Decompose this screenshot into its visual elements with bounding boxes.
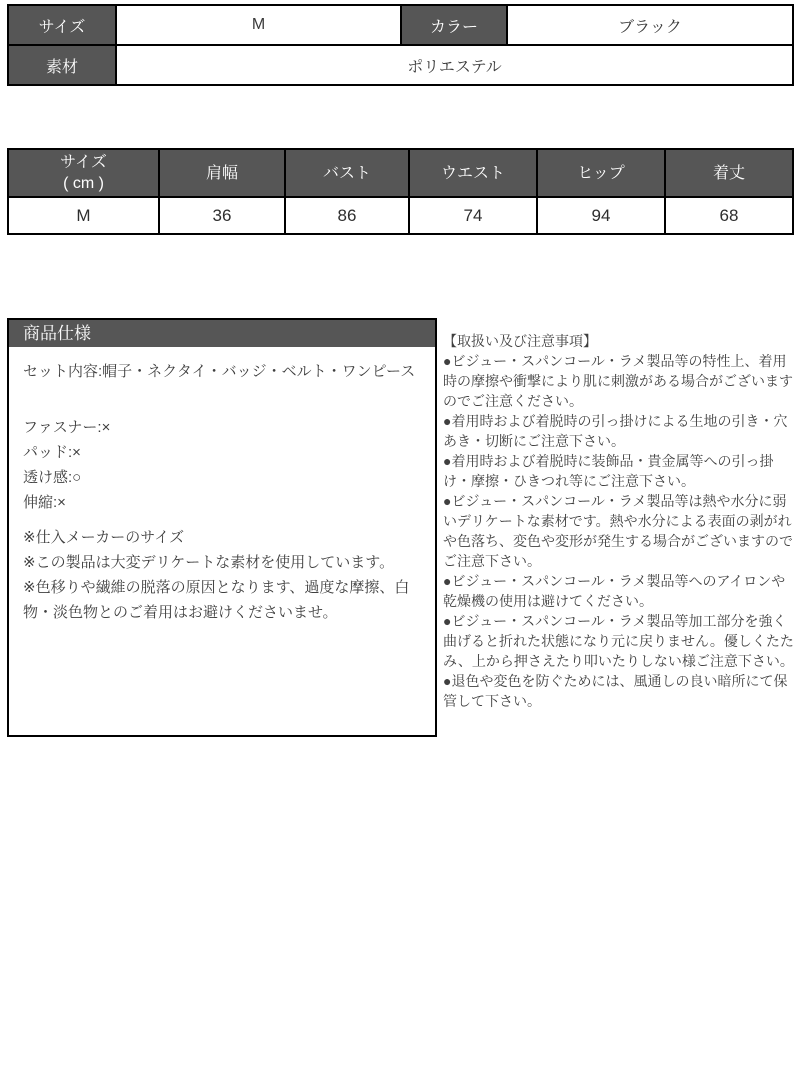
pad-line: パッド:× — [23, 444, 81, 461]
hip-value: 94 — [537, 197, 665, 234]
bust-header-cell: バスト — [285, 149, 409, 197]
spec-note-1: ※仕入メーカーのサイズ — [23, 529, 185, 546]
fastener-line: ファスナー:× — [23, 419, 111, 436]
product-spec-title: 商品仕様 — [9, 320, 435, 347]
set-contents-line: セット内容:帽子・ネクタイ・バッジ・ベルト・ワンピース — [23, 363, 416, 380]
material-label-cell: 素材 — [8, 45, 116, 85]
size-label-cell: サイズ — [8, 5, 116, 45]
size-value: M — [8, 197, 159, 234]
measurements-header-row — [8, 149, 793, 197]
length-value: 68 — [665, 197, 793, 234]
handling-note-7: ●退色や変色を防ぐためには、風通しの良い暗所にて保管して下さい。 — [443, 673, 788, 709]
waist-value: 74 — [409, 197, 537, 234]
product-spec-body — [9, 347, 435, 625]
size-cm-header-line1: サイズ — [60, 154, 107, 171]
shoulder-header-cell: 肩幅 — [159, 149, 285, 197]
material-value-cell: ポリエステル — [116, 45, 793, 85]
handling-note-1: ●ビジュー・スパンコール・ラメ製品等の特性上、着用時の摩擦や衝撃により肌に刺激がある場合がございますのでご注意ください。 — [443, 353, 793, 409]
size-cm-header-cell — [8, 149, 159, 197]
sheer-line: 透け感:○ — [23, 469, 82, 486]
spec-table — [7, 4, 794, 86]
spec-table-row-2 — [8, 45, 793, 85]
waist-header-cell: ウエスト — [409, 149, 537, 197]
spec-note-3: ※色移りや繊維の脱落の原因となります、過度な摩擦、白物・淡色物とのご着用はお避けくださいませ。 — [23, 579, 410, 621]
handling-notes-title: 【取扱い及び注意事項】 — [443, 333, 597, 349]
spec-table-row-1 — [8, 5, 793, 45]
handling-notes-section — [443, 331, 797, 711]
handling-note-3: ●着用時および着脱時に装飾品・貴金属等への引っ掛け・摩擦・ひきつれ等にご注意下さい。 — [443, 453, 774, 489]
measurements-data-row — [8, 197, 793, 234]
length-header-cell: 着丈 — [665, 149, 793, 197]
spec-note-2: ※この製品は大変デリケートな素材を使用しています。 — [23, 554, 395, 571]
product-spec-box — [7, 318, 437, 737]
size-cm-header-line2: ( cm ) — [63, 175, 104, 192]
shoulder-value: 36 — [159, 197, 285, 234]
handling-note-2: ●着用時および着脱時の引っ掛けによる生地の引き・穴あき・切断にご注意下さい。 — [443, 413, 788, 449]
handling-note-5: ●ビジュー・スパンコール・ラメ製品等へのアイロンや乾燥機の使用は避けてください。 — [443, 573, 786, 609]
bust-value: 86 — [285, 197, 409, 234]
hip-header-cell: ヒップ — [537, 149, 665, 197]
measurements-table — [7, 148, 794, 235]
color-label-cell: カラー — [401, 5, 507, 45]
color-value-cell: ブラック — [507, 5, 793, 45]
size-value-cell: M — [116, 5, 401, 45]
handling-note-6: ●ビジュー・スパンコール・ラメ製品等加工部分を強く曲げると折れた状態になり元に戻りません。優しくたたみ、上から押さえたり叩いたりしない様ご注意下さい。 — [443, 613, 794, 669]
stretch-line: 伸縮:× — [23, 494, 66, 511]
handling-note-4: ●ビジュー・スパンコール・ラメ製品等は熱や水分に弱いデリケートな素材です。熱や水分による表面の剥がれや色落ち、変色や変形が発生する場合がございますのでご注意下さい。 — [443, 493, 793, 569]
